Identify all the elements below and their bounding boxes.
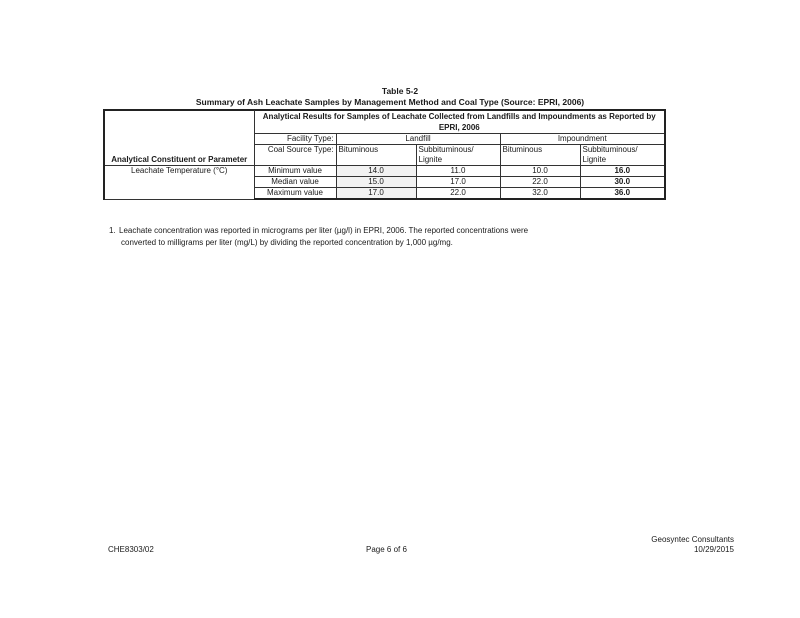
value-cell: 30.0 — [580, 177, 665, 188]
value-cell: 11.0 — [416, 166, 500, 177]
value-cell: 22.0 — [416, 188, 500, 200]
coal-type-bituminous-impoundment: Bituminous — [500, 145, 580, 166]
value-cell: 36.0 — [580, 188, 665, 200]
stat-label: Maximum value — [254, 188, 336, 200]
value-cell: 22.0 — [500, 177, 580, 188]
facility-impoundment: Impoundment — [500, 134, 665, 145]
facility-landfill: Landfill — [336, 134, 500, 145]
facility-type-label: Facility Type: — [254, 134, 336, 145]
value-cell: 14.0 — [336, 166, 416, 177]
stat-label: Median value — [254, 177, 336, 188]
constituent-header-cell — [104, 110, 254, 166]
stat-label: Minimum value — [254, 166, 336, 177]
results-header: Analytical Results for Samples of Leachate Collected from Landfills and Impoundments as Reported by EPRI, 2006 — [254, 110, 665, 134]
footnote — [109, 225, 629, 249]
coal-type-subbit-impoundment: Subbituminous/ Lignite — [580, 145, 665, 166]
footnote-number: 1. — [109, 226, 116, 235]
footer-company: Geosyntec Consultants — [651, 535, 734, 544]
footnote-line-2: converted to milligrams per liter (mg/L) by dividing the reported concentration by 1,000 µg/mg. — [121, 238, 453, 247]
footer-page-number: Page 6 of 6 — [366, 545, 407, 554]
footnote-line-1: Leachate concentration was reported in micrograms per liter (µg/l) in EPRI, 2006. The reported concentrations were — [119, 226, 529, 235]
constituent-header: Analytical Constituent or Parameter — [111, 155, 248, 164]
value-cell: 17.0 — [336, 188, 416, 200]
value-cell: 17.0 — [416, 177, 500, 188]
coal-source-label: Coal Source Type: — [254, 145, 336, 166]
footer-company-block — [651, 535, 734, 555]
value-cell: 16.0 — [580, 166, 665, 177]
footer-doc-id: CHE8303/02 — [108, 545, 154, 554]
parameter-cell — [104, 166, 254, 200]
table-number: Table 5-2 — [381, 86, 419, 96]
table-title: Summary of Ash Leachate Samples by Management Method and Coal Type (Source: EPRI, 2006) — [195, 97, 585, 107]
coal-type-bituminous-landfill: Bituminous — [336, 145, 416, 166]
value-cell: 32.0 — [500, 188, 580, 200]
parameter-name: Leachate Temperature (°C) — [131, 166, 228, 175]
leachate-summary-table — [103, 109, 666, 200]
value-cell: 10.0 — [500, 166, 580, 177]
value-cell: 15.0 — [336, 177, 416, 188]
footer-date: 10/29/2015 — [693, 545, 734, 554]
coal-type-subbit-landfill: Subbituminous/ Lignite — [416, 145, 500, 166]
